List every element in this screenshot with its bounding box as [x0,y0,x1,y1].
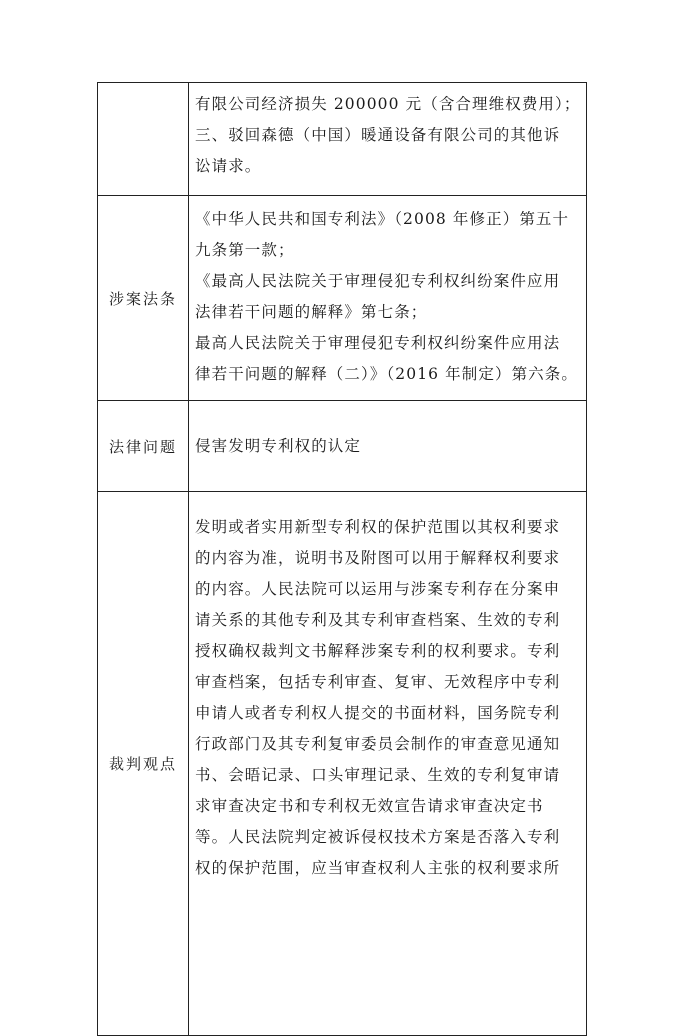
case-info-table [97,82,587,1036]
table-row-issue [98,401,587,492]
row-label-laws: 涉案法条 [98,196,189,401]
table-row-laws [98,196,587,401]
text-line: 书、会晤记录、口头审理记录、生效的专利复审请 [195,766,561,784]
judgment-result-continuation [189,83,587,196]
text-line: 的内容。人民法院可以运用与涉案专利存在分案申 [195,580,561,598]
issue-content [189,401,587,492]
text-line: 的内容为准，说明书及附图可以用于解释权利要求 [195,549,561,567]
text-line: 最高人民法院关于审理侵犯专利权纠纷案件应用法 [195,334,561,352]
text-line: 讼请求。 [195,157,262,175]
text-line: 法律若干问题的解释》第七条； [195,303,428,321]
text-line: 求审查决定书和专利权无效宣告请求审查决定书 [195,797,544,815]
text-line: 申请人或者专利权人提交的书面材料，国务院专利 [195,704,561,722]
text-line: 侵害发明专利权的认定 [195,436,362,455]
text-line: 《最高人民法院关于审理侵犯专利权纠纷案件应用 [195,272,561,290]
table-row-judgment [98,492,587,1036]
text-line: 权的保护范围，应当审查权利人主张的权利要求所 [195,859,561,877]
text-line: 发明或者实用新型专利权的保护范围以其权利要求 [195,518,561,536]
row-label-empty [98,83,189,196]
table-row-judgment-continuation [98,83,587,196]
text-line: 《中华人民共和国专利法》（2008 年修正）第五十 [195,210,570,228]
text-line: 九条第一款； [195,241,295,259]
text-line: 三、驳回森德（中国）暖通设备有限公司的其他诉 [195,126,561,144]
row-label-issue: 法律问题 [98,401,189,492]
text-line: 请关系的其他专利及其专利审查档案、生效的专利 [195,611,561,629]
judgment-content [189,492,587,1036]
text-line: 授权确权裁判文书解释涉案专利的权利要求。专利 [195,642,561,660]
text-line: 审查档案，包括专利审查、复审、无效程序中专利 [195,673,561,691]
text-line: 律若干问题的解释（二）》（2016 年制定）第六条。 [195,365,578,383]
text-line: 有限公司经济损失 200000 元（含合理维权费用）； [195,95,580,113]
laws-content [189,196,587,401]
text-line: 等。人民法院判定被诉侵权技术方案是否落入专利 [195,828,561,846]
text-line: 行政部门及其专利复审委员会制作的审查意见通知 [195,735,561,753]
row-label-judgment: 裁判观点 [98,492,189,1036]
